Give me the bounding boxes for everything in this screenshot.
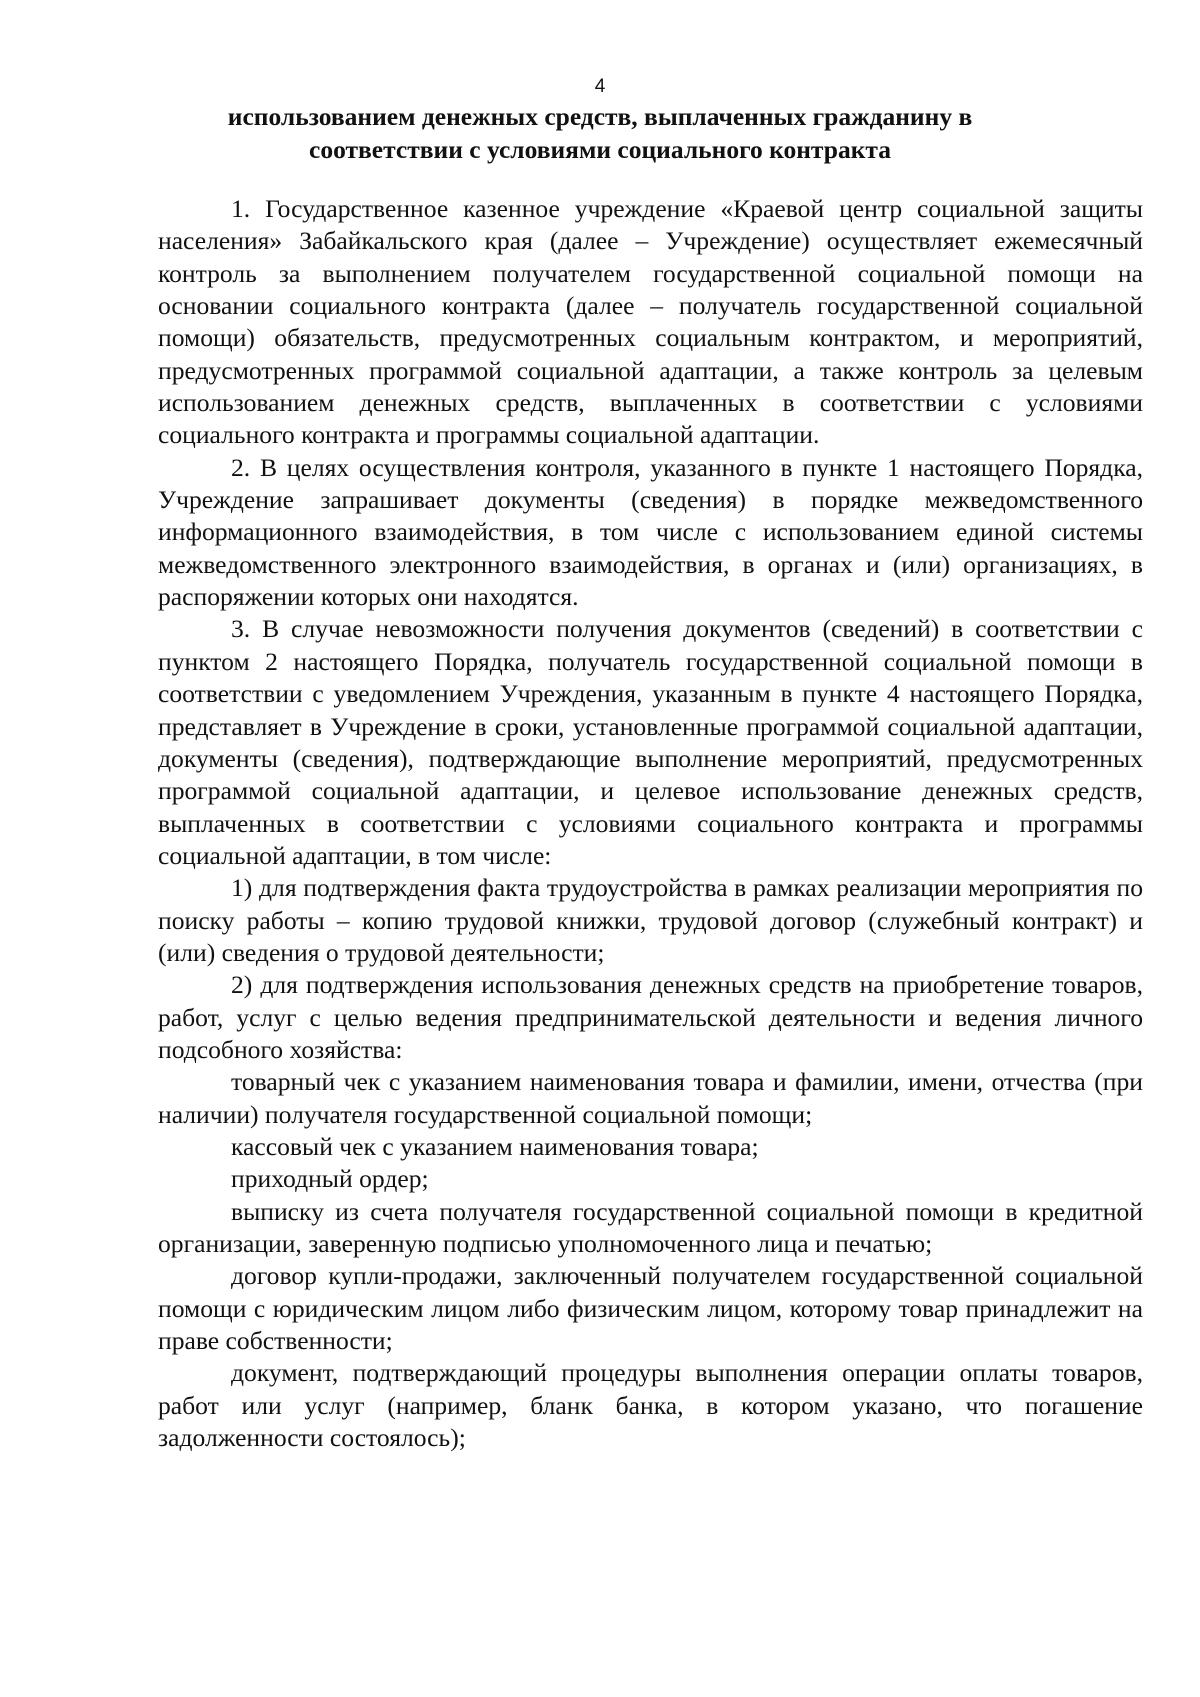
list-item-bank-statement: выписку из счета получателя государственной социальной помощи в кредитной организации, заверенную подписью уполномоченного лица и печатью; [158, 1196, 1143, 1258]
document-body [158, 193, 1143, 1454]
document-heading: использованием денежных средств, выплаченных гражданину в соответствии с условиями социального контракта [227, 102, 973, 164]
subparagraph-funds-use: 2) для подтверждения использования денежных средств на приобретение товаров, работ, услуг с целью ведения предпринимательской деятельности и ведения личного подсобного хозяйства: [158, 970, 1143, 1064]
list-item-sales-receipt: товарный чек с указанием наименования товара и фамилии, имени, отчества (при наличии) получателя государственной социальной помощи; [158, 1067, 1143, 1129]
paragraph-item-2: 2. В целях осуществления контроля, указанного в пункте 1 настоящего Порядка, Учреждение запрашивает документы (сведения) в порядке межведомственного информационного взаимодействия, в том числе с использованием единой системы межведомственного электронного взаимодействия, в органах и (или) организациях, в распоряжении которых они находятся. [158, 452, 1143, 612]
page-number: 4 [594, 76, 606, 97]
paragraph-item-1: 1. Государственное казенное учреждение «Краевой центр социальной защиты населения» Забайкальского края (далее – Учреждение) осуществляет ежемесячный контроль за выполнением получателем государственной социальной помощи на основании социального контракта (далее – получатель государственной социальной помощи) обязательств, предусмотренных социальным контрактом, и мероприятий, предусмотренных программой социальной адаптации, а также контроль за целевым использованием денежных средств, выплаченных в соответствии с условиями социального контракта и программы социальной адаптации. [158, 194, 1143, 450]
list-item-cash-receipt: кассовый чек с указанием наименования товара; [231, 1131, 759, 1161]
list-item-purchase-agreement: договор купли-продажи, заключенный получателем государственной социальной помощи с юридическим лицом либо физическим лицом, которому товар принадлежит на праве собственности; [158, 1261, 1143, 1356]
list-item-payment-document: документ, подтверждающий процедуры выполнения операции оплаты товаров, работ или услуг (например, бланк банка, в котором указано, что погашение задолженности состоялось); [158, 1358, 1143, 1453]
list-item-receipt-order: приходный ордер; [231, 1164, 429, 1194]
subparagraph-employment: 1) для подтверждения факта трудоустройства в рамках реализации мероприятия по поиску работы – копию трудовой книжки, трудовой договор (служебный контракт) и (или) сведения о трудовой деятельности; [158, 873, 1143, 967]
paragraph-item-3: 3. В случае невозможности получения документов (сведений) в соответствии с пунктом 2 настоящего Порядка, получатель государственной социальной помощи в соответствии с уведомлением Учреждения, указанным в пункте 4 настоящего Порядка, представляет в Учреждение в сроки, установленные программой социальной адаптации, документы (сведения), подтверждающие выполнение мероприятий, предусмотренных программой социальной адаптации, и целевое использование денежных средств, выплаченных в соответствии с условиями социального контракта и программы социальной адаптации, в том числе: [158, 614, 1143, 870]
